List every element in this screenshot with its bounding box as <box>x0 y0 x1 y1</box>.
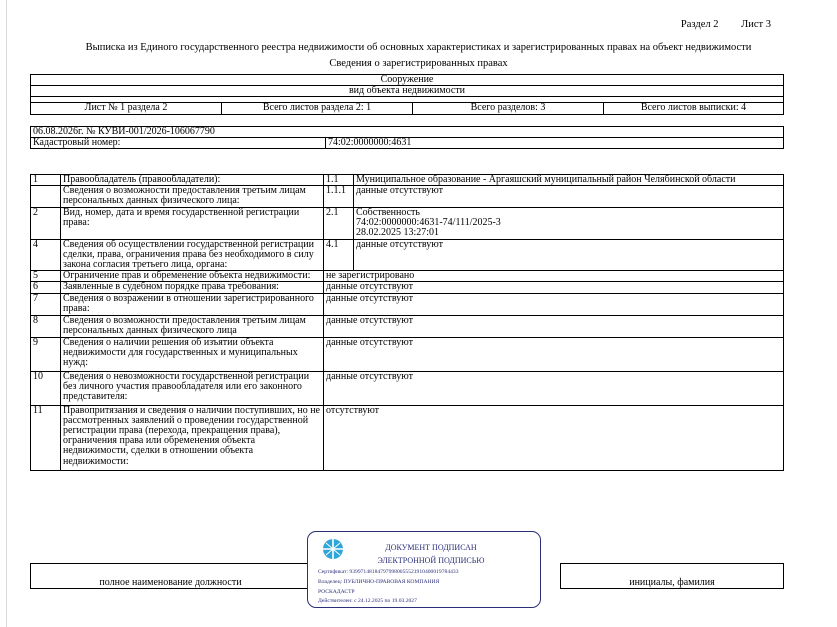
cadastral-label: Кадастровый номер: <box>31 138 326 149</box>
row-label: Сведения об осуществлении государственной регистрации сделки, права, ограничения права без необходимого в силу закона согласия третьего лица, органа: <box>61 239 324 271</box>
row-value: отсутствуют <box>324 405 784 470</box>
row-label: Заявленные в судебном порядке права требования: <box>61 282 324 293</box>
object-kind-label: вид объекта недвижимости <box>31 86 784 97</box>
table-row <box>31 405 784 470</box>
doc-ref: 06.08.2026г. № КУВИ-001/2026-106067790 <box>31 127 784 138</box>
row-number: 9 <box>31 337 61 371</box>
row-label: Вид, номер, дата и время государственной регистрации права: <box>61 207 324 239</box>
row-value: данные отсутствуют <box>324 371 784 405</box>
row-subnumber: 2.1 <box>324 207 354 239</box>
row-subnumber: 4.1 <box>324 239 354 271</box>
row-number: 1 <box>31 175 61 186</box>
registration-datetime: 28.02.2025 13:27:01 <box>356 227 440 239</box>
row-label: Сведения о наличии решения об изъятии объекта недвижимости для государственных и муниципальных нужд: <box>61 337 324 371</box>
row-label: Правопритязания и сведения о наличии поступивших, но не рассмотренных заявлений о проведении государственной регистрации права (перехода, прекращения права), ограничения права или обременения объекта недвижимости, сделки в отношении объекта недвижимости: <box>61 405 324 470</box>
table-row <box>31 293 784 315</box>
stamp-owner-name: РОСКАДАСТР <box>318 589 355 595</box>
row-label: Сведения о невозможности государственной регистрации без личного участия правообладателя или его законного представителя: <box>61 371 324 405</box>
total-section-sheets: Всего листов раздела 2: 1 <box>222 103 413 114</box>
row-number: 5 <box>31 271 61 282</box>
table-row <box>31 371 784 405</box>
object-table <box>30 74 784 115</box>
row-subnumber: 1.1 <box>324 175 354 186</box>
document-title: Выписка из Единого государственного реестра недвижимости об основных характеристиках и зарегистрированных правах на объект недвижимости <box>85 42 752 53</box>
row-label: Сведения о возражении в отношении зарегистрированного права: <box>61 293 324 315</box>
table-row <box>31 239 784 271</box>
stamp-validity: Действителен: с 24.12.2025 по 19.03.2027 <box>318 598 417 604</box>
registration-number: 74:02:0000000:4631-74/111/2025-3 <box>356 216 501 228</box>
page-header <box>681 19 771 30</box>
section-label: Раздел 2 <box>680 19 719 30</box>
row-label: Ограничение прав и обременение объекта недвижимости: <box>61 271 324 282</box>
table-row <box>31 282 784 293</box>
row-value: не зарегистрировано <box>324 271 784 282</box>
name-cell <box>561 564 784 577</box>
row-number: 7 <box>31 293 61 315</box>
row-value: данные отсутствуют <box>324 293 784 315</box>
sheet-of-section: Лист № 1 раздела 2 <box>31 103 222 114</box>
row-value <box>354 207 784 239</box>
row-number: 4 <box>31 239 61 271</box>
rights-table <box>30 174 784 471</box>
table-row <box>31 271 784 282</box>
object-name: Сооружение <box>31 75 784 86</box>
row-number: 2 <box>31 207 61 239</box>
stamp-line2: ЭЛЕКТРОННОЙ ПОДПИСЬЮ <box>377 556 485 565</box>
stamp-certificate: Сертификат: 939971481847979980055521910400019784433 <box>318 569 459 575</box>
table-row <box>31 186 784 207</box>
table-row <box>31 337 784 371</box>
stamp-owner: Владелец: ПУБЛИЧНО-ПРАВОВАЯ КОМПАНИЯ <box>318 579 440 585</box>
table-row <box>31 315 784 337</box>
row-value: данные отсутствуют <box>324 282 784 293</box>
position-label: полное наименование должности <box>31 576 311 589</box>
row-value: данные отсутствуют <box>324 337 784 371</box>
row-label: Сведения о возможности предоставления третьим лицам персональных данных физического лица: <box>61 186 324 207</box>
row-number <box>31 186 61 207</box>
name-label: инициалы, фамилия <box>561 576 784 589</box>
table-row <box>31 207 784 239</box>
row-number: 10 <box>31 371 61 405</box>
row-value: Муниципальное образование - Аргаяшский муниципальный район Челябинской области <box>354 175 784 186</box>
electronic-signature-stamp <box>307 531 541 608</box>
document-subtitle: Сведения о зарегистрированных правах <box>329 58 508 69</box>
right-kind: Собственность <box>356 206 420 218</box>
total-extract-sheets: Всего листов выписки: 4 <box>604 103 784 114</box>
stamp-line1: ДОКУМЕНТ ПОДПИСАН <box>385 543 477 552</box>
row-label: Правообладатель (правообладатели): <box>61 175 324 186</box>
row-value: данные отсутствуют <box>354 239 784 271</box>
cadastral-table <box>30 126 784 149</box>
sheet-label: Лист 3 <box>741 19 771 30</box>
row-value: данные отсутствуют <box>324 315 784 337</box>
cadastral-value: 74:02:0000000:4631 <box>326 138 784 149</box>
page-left-edge <box>6 0 7 627</box>
row-number: 6 <box>31 282 61 293</box>
row-subnumber: 1.1.1 <box>324 186 354 207</box>
total-sections: Всего разделов: 3 <box>413 103 604 114</box>
row-value: данные отсутствуют <box>354 186 784 207</box>
row-number: 8 <box>31 315 61 337</box>
table-row <box>31 175 784 186</box>
row-number: 11 <box>31 405 61 470</box>
position-cell <box>31 564 311 577</box>
row-label: Сведения о возможности предоставления третьим лицам персональных данных физического лица <box>61 315 324 337</box>
